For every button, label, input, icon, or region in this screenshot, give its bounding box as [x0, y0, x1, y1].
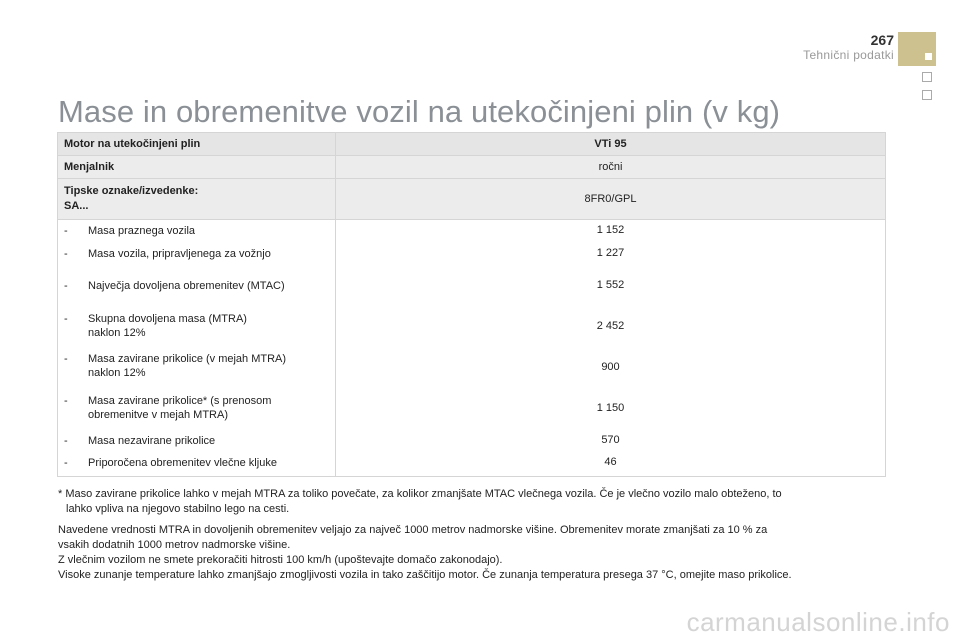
type-value: 8FR0/GPL [336, 179, 886, 220]
type-label [58, 179, 336, 220]
type-label-line2: SA... [64, 200, 89, 212]
notes-line: Z vlečnim vozilom ne smete prekoračiti hitrosti 100 km/h (upoštevajte domačo zakonodajo). [58, 554, 503, 566]
weight-value: 1 227 [596, 247, 625, 259]
list-item: - Priporočena obremenitev vlečne kljuke [64, 457, 277, 469]
page-number: 267 [870, 32, 894, 48]
type-row [58, 179, 886, 220]
weights-table [57, 132, 886, 477]
section-tab[interactable] [922, 72, 932, 82]
weights-values-cell [336, 220, 886, 477]
type-label-line1: Tipske oznake/izvedenke: [64, 185, 199, 197]
engine-value: VTi 95 [336, 133, 886, 156]
notes-line: Visoke zunanje temperature lahko zmanjšajo zmogljivosti vozila in tako zaščitijo motor. Če zunanja temperatura presega 37 °C, omejite maso prikolice. [58, 569, 792, 581]
item-label: Priporočena obremenitev vlečne kljuke [88, 457, 277, 469]
section-title: Tehnični podatki [803, 48, 894, 62]
item-label: Največja dovoljena obremenitev (MTAC) [88, 280, 285, 292]
notes-line: vsakih dodatnih 1000 metrov nadmorske višine. [58, 539, 291, 551]
list-item: - Masa nezavirane prikolice [64, 435, 216, 447]
item-label: Masa praznega vozila [88, 225, 196, 237]
weight-value: 1 152 [596, 224, 625, 236]
notes-line: Navedene vrednosti MTRA in dovoljenih obremenitev veljajo za največ 1000 metrov nadmorske višine. Obremenitev morate zmanjšati za 10 % za [58, 524, 768, 536]
gearbox-label: Menjalnik [58, 156, 336, 179]
gearbox-value: ročni [336, 156, 886, 179]
list-item: - Masa vozila, pripravljenega za vožnjo [64, 248, 271, 260]
weight-value: 1 552 [596, 279, 625, 291]
weights-body-row [58, 220, 886, 477]
item-label: Masa vozila, pripravljenega za vožnjo [88, 248, 271, 260]
item-sublabel: naklon 12% [88, 367, 146, 379]
item-label: Masa zavirane prikolice* (s prenosom [88, 395, 272, 407]
table-header-row [58, 133, 886, 156]
section-tab[interactable] [922, 90, 932, 100]
watermark: carmanualsonline.info [686, 607, 950, 637]
footnote [58, 487, 888, 517]
list-item: - Masa praznega vozila [64, 225, 196, 237]
weight-value: 2 452 [596, 320, 625, 332]
weight-value: 570 [601, 434, 620, 446]
footnote-line: * Maso zavirane prikolice lahko v mejah MTRA za toliko povečate, za kolikor zmanjšate MTAC vlečnega vozila. Če je vlečno vozilo malo obteženo, to [58, 488, 782, 500]
list-item: - Masa zavirane prikolice* (s prenosom obremenitve v mejah MTRA) [64, 394, 329, 422]
gearbox-row [58, 156, 886, 179]
list-item: - Masa zavirane prikolice (v mejah MTRA) naklon 12% [64, 352, 329, 380]
item-label: Masa zavirane prikolice (v mejah MTRA) [88, 353, 287, 365]
section-tab-active[interactable] [898, 32, 936, 66]
page-title: Mase in obremenitve vozil na utekočinjeni plin (v kg) [58, 94, 781, 129]
weight-value: 1 150 [596, 402, 625, 414]
weight-value: 46 [604, 456, 617, 468]
footnote-line: lahko vpliva na njegovo stabilno lego na cesti. [66, 503, 290, 515]
engine-label: Motor na utekočinjeni plin [58, 133, 336, 156]
weight-value: 900 [601, 361, 620, 373]
notes [58, 523, 898, 583]
item-sublabel: obremenitve v mejah MTRA) [88, 409, 228, 421]
item-label: Masa nezavirane prikolice [88, 435, 216, 447]
item-label: Skupna dovoljena masa (MTRA) [88, 313, 247, 325]
item-sublabel: naklon 12% [88, 327, 146, 339]
list-item: - Največja dovoljena obremenitev (MTAC) [64, 280, 285, 292]
weights-labels-cell [58, 220, 336, 477]
tab-marker-icon [925, 53, 932, 60]
list-item: - Skupna dovoljena masa (MTRA) naklon 12% [64, 312, 329, 340]
